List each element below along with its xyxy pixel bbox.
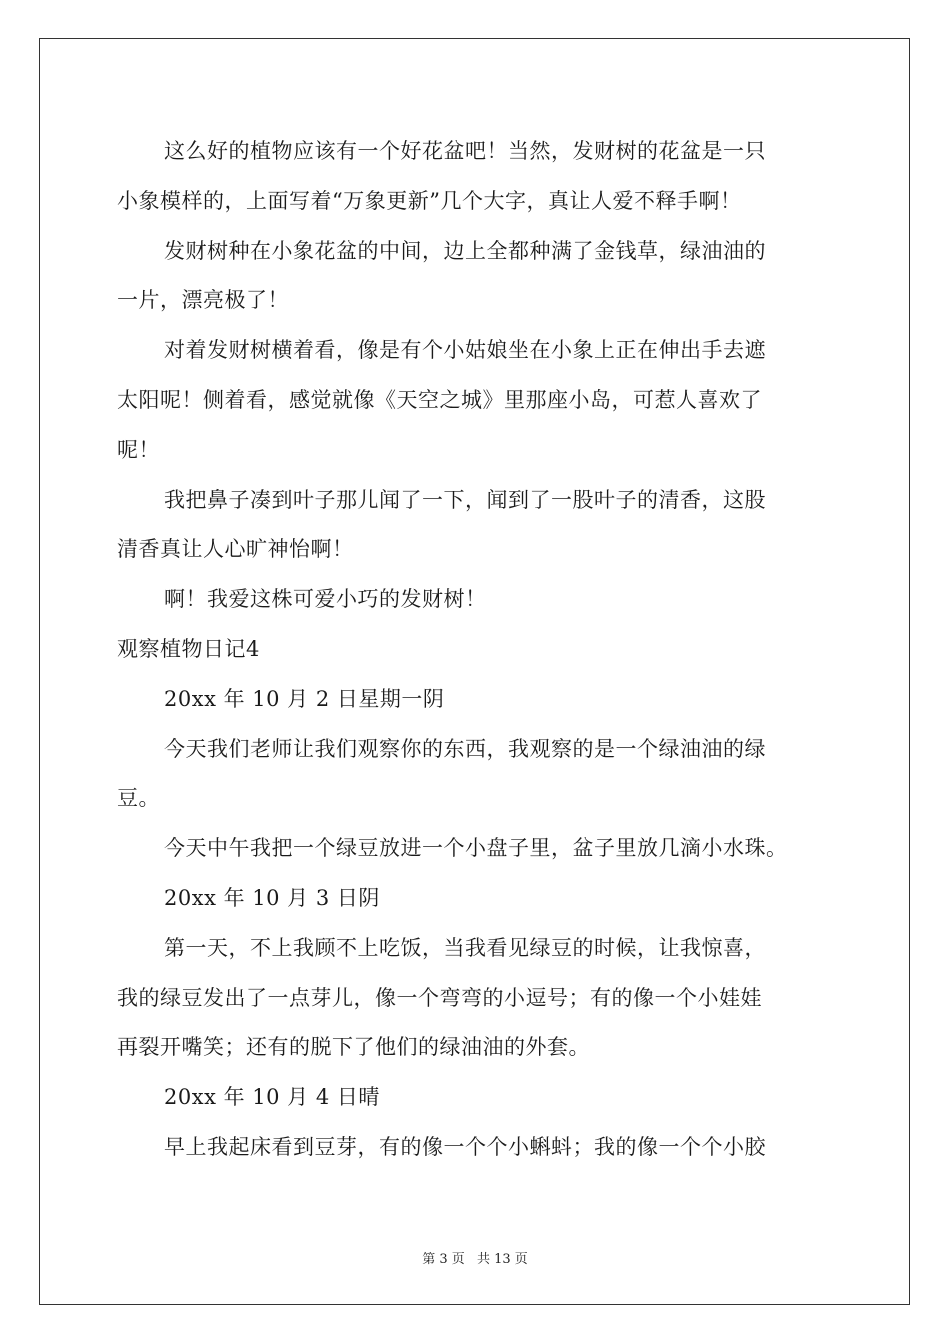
paragraph-line: 呢！ [117,437,160,462]
page-footer [0,1248,950,1267]
paragraph-line: 这么好的植物应该有一个好花盆吧！当然，发财树的花盆是一只 [164,139,766,163]
paragraph-line: 再裂开嘴笑；还有的脱下了他们的绿油油的外套。 [117,1035,590,1060]
page-total: 共 13 页 [476,1252,528,1267]
paragraph-line: 早上我起床看到豆芽，有的像一个个小蝌蚪；我的像一个个小胶 [164,1134,766,1159]
document-body [117,127,837,1173]
paragraph-line: 今天我们老师让我们观察你的东西，我观察的是一个绿油油的绿 [164,736,766,761]
paragraph-line: 今天中午我把一个绿豆放进一个小盘子里，盆子里放几滴小水珠。 [164,836,788,861]
diary-date: 20xx 年 10 月 2 日星期一阴 [164,686,445,711]
paragraph-line: 清香真让人心旷神怡啊！ [117,537,354,562]
paragraph-line: 一片，漂亮极了！ [117,288,289,313]
page-number: 第 3 页 [422,1252,465,1267]
paragraph-line: 豆。 [117,786,160,811]
diary-date: 20xx 年 10 月 4 日晴 [164,1085,380,1110]
paragraph-line: 小象模样的，上面写着“万象更新”几个大字，真让人爱不释手啊！ [117,188,742,213]
paragraph-line: 啊！我爱这株可爱小巧的发财树！ [164,587,487,612]
paragraph-line: 第一天，不上我顾不上吃饭，当我看见绿豆的时候，让我惊喜， [164,935,766,960]
paragraph-line: 我把鼻子凑到叶子那儿闻了一下，闻到了一股叶子的清香，这股 [164,487,766,512]
diary-date: 20xx 年 10 月 3 日阴 [164,885,380,910]
paragraph-line: 对着发财树横着看，像是有个小姑娘坐在小象上正在伸出手去遮 [164,338,766,363]
paragraph-line: 发财树种在小象花盆的中间，边上全都种满了金钱草，绿油油的 [164,238,766,263]
paragraph-line: 太阳呢！侧着看，感觉就像《天空之城》里那座小岛，可惹人喜欢了 [117,387,762,412]
paragraph-line: 我的绿豆发出了一点芽儿，像一个弯弯的小逗号；有的像一个小娃娃 [117,985,762,1010]
section-heading: 观察植物日记4 [117,636,260,661]
